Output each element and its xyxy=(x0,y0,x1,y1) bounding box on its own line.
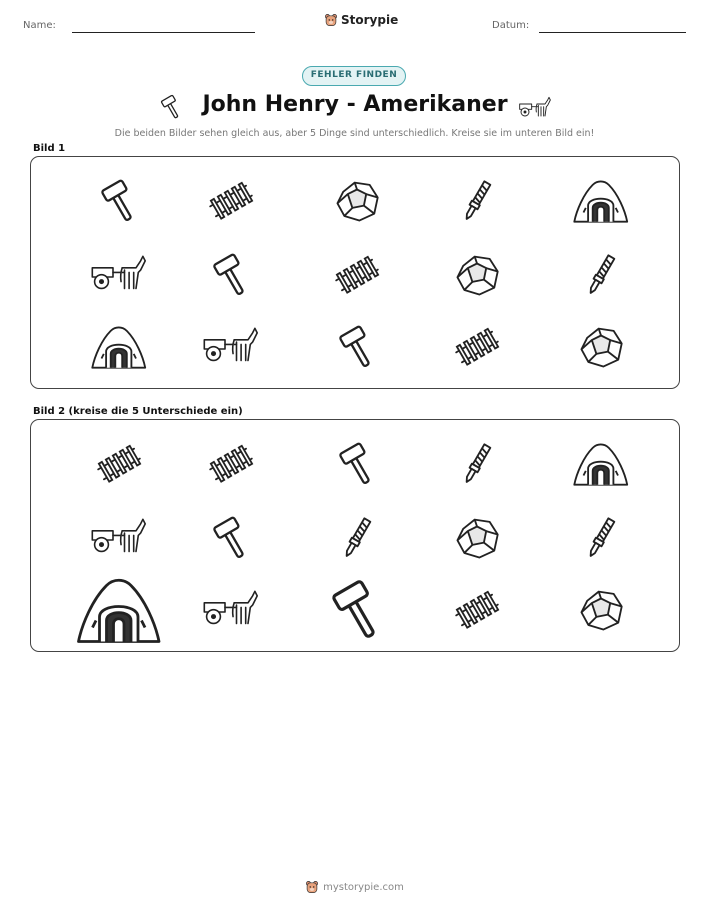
picture-2[interactable] xyxy=(30,419,680,652)
horse-cart-icon xyxy=(202,326,260,367)
picture-1 xyxy=(30,156,680,389)
hammer-icon xyxy=(208,252,254,298)
railroad-track-icon xyxy=(454,324,500,370)
chisel-icon[interactable] xyxy=(334,515,380,561)
hammer-icon[interactable] xyxy=(325,578,389,642)
name-line[interactable] xyxy=(72,32,255,33)
chisel-icon[interactable] xyxy=(578,515,624,561)
worksheet-badge: FEHLER FINDEN xyxy=(302,66,406,86)
page-title: John Henry - Amerikaner xyxy=(202,92,508,117)
panel1-label: Bild 1 xyxy=(33,143,66,154)
railroad-track-icon[interactable] xyxy=(454,587,500,633)
footer-url: mystorypie.com xyxy=(323,881,404,893)
bear-icon xyxy=(324,13,338,27)
chisel-icon xyxy=(454,178,500,224)
tunnel-icon[interactable] xyxy=(572,441,630,487)
date-line[interactable] xyxy=(539,32,686,33)
bear-icon xyxy=(305,880,319,894)
horse-cart-icon[interactable] xyxy=(90,517,148,558)
railroad-track-icon[interactable] xyxy=(96,441,142,487)
footer xyxy=(0,880,709,894)
rock-icon xyxy=(454,252,500,298)
name-label: Name: xyxy=(23,20,56,31)
horse-cart-icon xyxy=(518,96,552,120)
rock-icon xyxy=(334,178,380,224)
hammer-icon[interactable] xyxy=(208,515,254,561)
horse-cart-icon xyxy=(90,254,148,295)
horse-cart-icon[interactable] xyxy=(202,589,260,630)
hammer-icon xyxy=(158,94,184,120)
hammer-icon xyxy=(334,324,380,370)
railroad-track-icon[interactable] xyxy=(208,441,254,487)
tunnel-icon xyxy=(90,324,148,370)
railroad-track-icon xyxy=(334,252,380,298)
storypie-logo xyxy=(324,13,398,27)
rock-icon xyxy=(578,324,624,370)
panel2-label: Bild 2 (kreise die 5 Unterschiede ein) xyxy=(33,406,243,417)
date-label: Datum: xyxy=(492,20,530,31)
chisel-icon[interactable] xyxy=(454,441,500,487)
chisel-icon xyxy=(578,252,624,298)
rock-icon[interactable] xyxy=(578,587,624,633)
tunnel-icon xyxy=(572,178,630,224)
instructions: Die beiden Bilder sehen gleich aus, aber 5 Dinge sind unterschiedlich. Kreise sie im unteren Bild ein! xyxy=(114,128,595,139)
hammer-icon xyxy=(96,178,142,224)
rock-icon[interactable] xyxy=(454,515,500,561)
railroad-track-icon xyxy=(208,178,254,224)
logo-text: Storypie xyxy=(341,13,399,27)
tunnel-icon[interactable] xyxy=(75,575,163,645)
hammer-icon[interactable] xyxy=(334,441,380,487)
